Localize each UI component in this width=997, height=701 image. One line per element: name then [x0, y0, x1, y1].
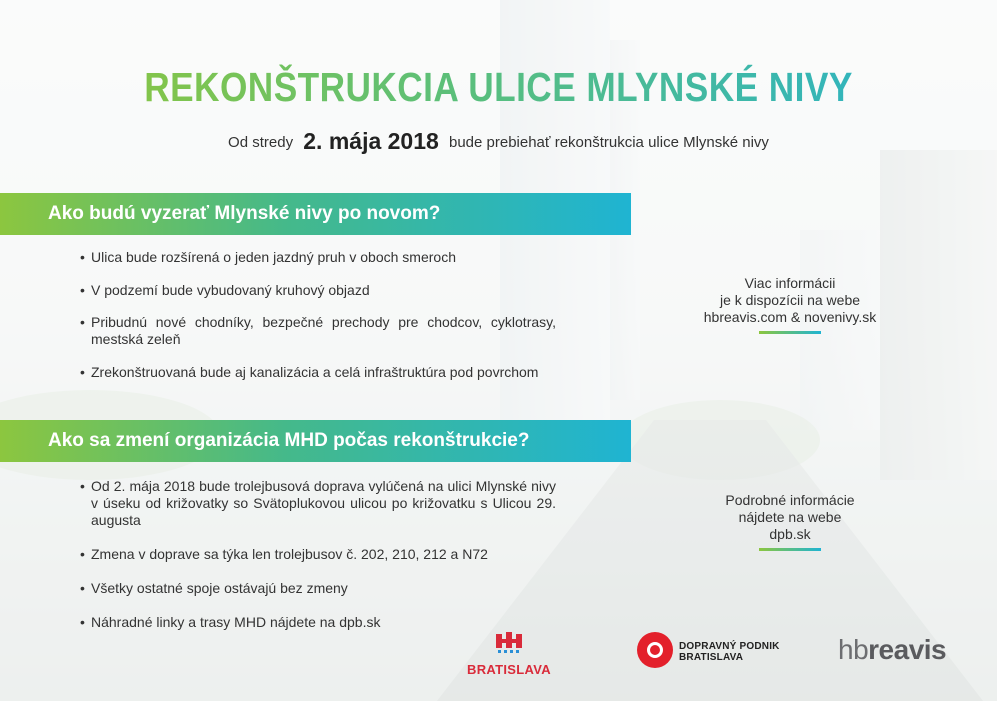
future-look-list — [80, 249, 556, 397]
list-item: • Od 2. mája 2018 bude trolejbusová doprava vylúčená na ulici Mlynské nivy v úseku od križovatky so Svätoplukovou ulicou po križovatku s Ulicou 29. augusta — [80, 478, 556, 529]
subtitle-suffix: bude prebiehať rekonštrukcia ulice Mlynské nivy — [448, 134, 769, 151]
dpb-info-line: Podrobné informácie — [725, 492, 855, 508]
dpb-info-website[interactable]: dpb.sk — [769, 526, 811, 542]
list-item: • Zmena v doprave sa týka len trolejbusov č. 202, 210, 212 a N72 — [80, 546, 556, 563]
dpb-info-box — [715, 492, 865, 551]
list-item: • Pribudnú nové chodníky, bezpečné prechody pre chodcov, cyklotrasy, mestská zeleň — [80, 314, 556, 348]
list-item: • Zrekonštruovaná bude aj kanalizácia a celá infraštruktúra pod povrchom — [80, 364, 556, 381]
more-info-websites[interactable]: hbreavis.com & novenivy.sk — [703, 309, 877, 325]
hbreavis-logo-bold: reavis — [868, 634, 947, 665]
accent-underline — [759, 331, 821, 334]
list-item: • Náhradné linky a trasy MHD nájdete na dpb.sk — [80, 614, 556, 631]
accent-underline — [759, 548, 821, 551]
more-info-line: je k dispozícii na webe — [719, 292, 861, 308]
subtitle-prefix: Od stredy — [228, 134, 294, 151]
list-item: • V podzemí bude vybudovaný kruhový objazd — [80, 282, 556, 299]
subtitle-date: 2. mája 2018 — [303, 128, 439, 154]
more-info-line: Viac informácii — [744, 275, 836, 291]
transit-changes-list — [80, 478, 556, 648]
dpb-logo — [637, 632, 787, 672]
list-item: • Ulica bude rozšírená o jeden jazdný pruh v oboch smeroch — [80, 249, 556, 266]
bratislava-logo — [463, 632, 555, 677]
dpb-emblem-icon — [637, 632, 673, 668]
hbreavis-logo-light: hb — [838, 634, 869, 665]
section-heading-transit-changes: Ako sa zmení organizácia MHD počas rekonštrukcie? — [0, 420, 631, 462]
more-info-box — [690, 275, 890, 334]
page-title: REKONŠTRUKCIA ULICE MLYNSKÉ NIVY — [70, 64, 927, 111]
section-heading-future-look: Ako budú vyzerať Mlynské nivy po novom? — [0, 193, 631, 235]
hbreavis-logo — [838, 634, 946, 666]
dpb-logo-text: BRATISLAVA — [679, 652, 744, 663]
list-item: • Všetky ostatné spoje ostávajú bez zmeny — [80, 580, 556, 597]
subtitle — [0, 128, 997, 155]
bratislava-crest-icon — [463, 632, 555, 658]
dpb-logo-text: DOPRAVNÝ PODNIK — [679, 641, 780, 652]
bratislava-logo-text: BRATISLAVA — [467, 662, 551, 677]
dpb-info-line: nájdete na webe — [738, 509, 842, 525]
